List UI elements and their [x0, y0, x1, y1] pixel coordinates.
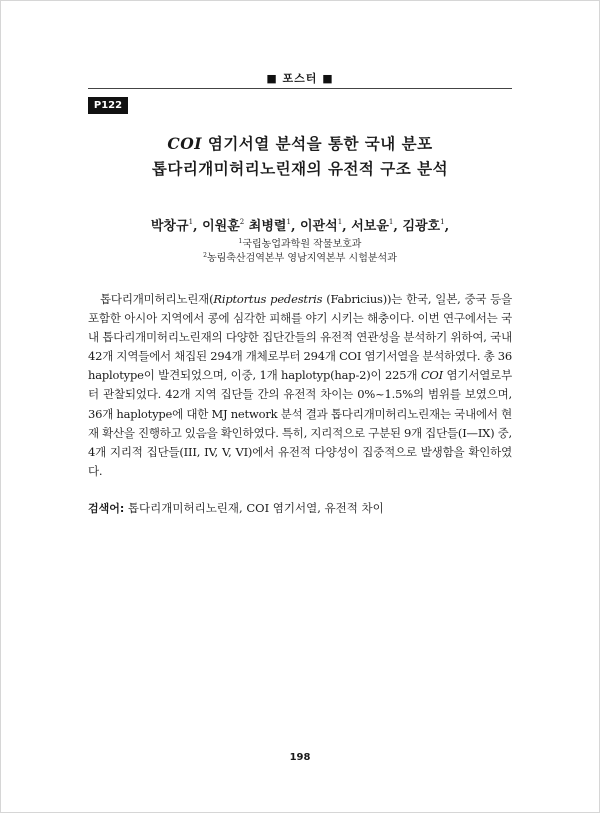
- keywords-label: 검색어:: [88, 502, 125, 515]
- affiliation-mark: 1: [238, 238, 243, 245]
- header-divider: [88, 88, 512, 89]
- title-line-2: 톱다리개미허리노린재의 유전적 구조 분석: [151, 159, 449, 178]
- species-name: Riptortus pedestris: [213, 292, 323, 306]
- author-affil-mark: 1: [337, 218, 343, 226]
- author-list: [60, 213, 540, 236]
- author: [202, 219, 249, 234]
- title-line-1-rest: 염기서열 분석을 통한 국내 분포: [201, 134, 433, 153]
- page-number: 198: [289, 752, 311, 763]
- author-affil-mark: 1: [188, 218, 194, 226]
- author: [249, 219, 300, 234]
- author: [300, 219, 351, 234]
- paper-title: [60, 131, 540, 181]
- author-name: 이원훈: [202, 219, 240, 234]
- author-name: 박창규: [150, 219, 189, 234]
- affiliation-mark: 2: [203, 252, 207, 259]
- author-affil-mark: 1: [440, 218, 445, 226]
- abstract-paragraph: 톱다리개미허리노린재(Riptortus pedestris (Fabricius))는 한국, 일본, 중국 등을 포함한 아시아 지역에서 콩에 심각한 피해를 야기 시키는 해충이다. 이번 연구에서는 국내 톱다리개미허리노린재의 다양한 집단간들의 유전적 연관성을 분석하기 위하여, 국내 42개 지역들에서 채집된 294개 개체로부터 294개 COI 염기서열을 분석하였다. 총 36 haplotype이 발견되었으며, 이중, 1개 haplotyp(hap-2)이 225개 COI 염기서열로부터 관찰되었다. 42개 지역 집단들 간의 유전적 차이는 0%~1.5%의 범위를 보였으며, 36개 haplotype에 대한 MJ network 분석 결과 톱다리개미허리노린재는 국내에서 현재 확산을 진행하고 있음을 확인하였다. 특히, 지리적으로 구분된 9개 집단들(I—IX) 중, 4개 지리적 집단들(III, IV, V, VI)에서 유전적 다양성이 집중적으로 발생함을 확인하였다.: [88, 292, 512, 478]
- keywords: [88, 499, 512, 518]
- author-affil-mark: 1: [286, 218, 291, 226]
- title-coi: COI: [167, 134, 202, 153]
- author-name: 이관석: [300, 219, 338, 234]
- author-separator: ,: [342, 219, 352, 234]
- paper-id-badge: P122: [88, 97, 128, 114]
- author-separator: ,: [444, 219, 450, 234]
- abstract: [88, 290, 512, 481]
- author-separator: ,: [290, 219, 300, 234]
- title-line-1: [60, 131, 540, 156]
- affiliation-2: [60, 249, 540, 266]
- author: [402, 219, 449, 234]
- author-separator: ,: [193, 219, 203, 234]
- affiliation-text: 농림축산검역본부 영남지역본부 시험분석과: [206, 253, 397, 264]
- author-separator: ,: [393, 219, 403, 234]
- section-header: ■ 포스터 ■: [266, 72, 334, 85]
- author-affil-mark: 2: [239, 218, 245, 226]
- keywords-text: 톱다리개미허리노린재, COI 염기서열, 유전적 차이: [124, 501, 384, 515]
- author: [151, 219, 202, 234]
- author-affil-mark: 1: [388, 218, 394, 226]
- author: [351, 219, 402, 234]
- affiliation-text: 국립농업과학원 작물보호과: [242, 239, 362, 250]
- author-name: 김광호: [402, 219, 441, 234]
- author-name: 서보윤: [351, 219, 389, 234]
- author-name: 최병렬: [248, 219, 287, 234]
- coi-term: COI: [420, 368, 443, 383]
